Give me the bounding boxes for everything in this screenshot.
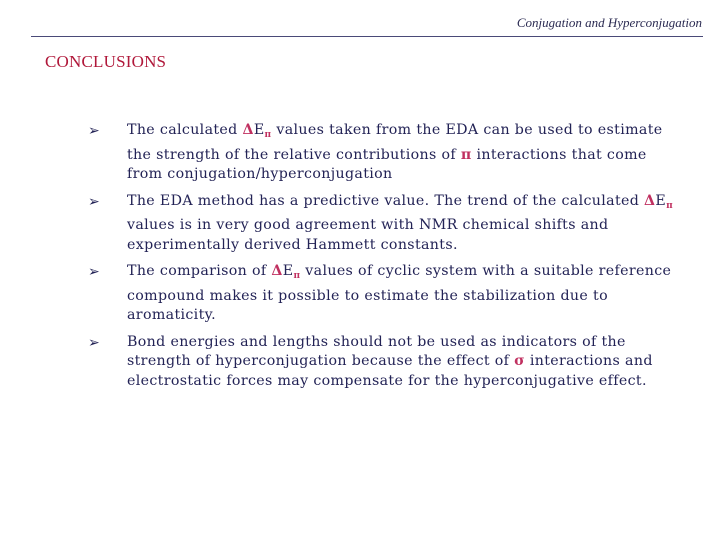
delta-symbol: Δ: [271, 263, 283, 279]
delta-symbol: Δ: [644, 192, 656, 209]
header-title: Conjugation and Hyperconjugation: [516, 15, 702, 30]
text-segment: values taken from the EDA can be used to estimate the strength of the relative contributions of: [127, 122, 663, 163]
pi-subscript: π: [293, 271, 301, 281]
bullet-text: [127, 263, 671, 323]
bullet-text: [127, 122, 663, 182]
text-segment: interactions and electrostatic forces may compensate for the hyperconjugative effect.: [127, 353, 653, 389]
bullet-text: [127, 334, 653, 389]
bullet-text: [127, 193, 673, 253]
pi-subscript: π: [264, 130, 272, 140]
text-segment: The comparison of: [127, 263, 272, 279]
text-segment: values of cyclic system with a suitable reference compound makes it possible to estimate the stabilization due to aromaticity.: [127, 263, 672, 323]
text-segment: values is in very good agreement with NMR chemical shifts and experimentally derived Hammett constants.: [127, 217, 609, 253]
sigma-symbol: σ: [514, 353, 525, 369]
arrow-bullet-icon: ➢: [88, 123, 101, 139]
text-segment: The calculated: [127, 122, 243, 138]
delta-symbol: Δ: [242, 122, 254, 138]
header-divider: [31, 36, 703, 37]
list-item: [0, 121, 720, 185]
text-segment: E: [655, 192, 667, 209]
text-segment: interactions that come from conjugation/hyperconjugation: [127, 146, 647, 182]
arrow-bullet-icon: ➢: [88, 264, 101, 280]
list-item: [0, 192, 720, 256]
arrow-bullet-icon: ➢: [88, 193, 101, 210]
text-segment: E: [282, 263, 294, 279]
pi-symbol: π: [460, 146, 472, 163]
conclusions-list: [0, 121, 720, 398]
pi-subscript: π: [666, 200, 674, 211]
list-item: [0, 262, 720, 326]
text-segment: Bond energies and lengths should not be used as indicators of the strength of hyperconjugation because the effect of: [127, 333, 626, 369]
list-item: [0, 333, 720, 392]
section-heading: CONCLUSIONS: [45, 52, 167, 71]
text-segment: E: [253, 122, 265, 138]
arrow-bullet-icon: ➢: [88, 334, 101, 351]
text-segment: The EDA method has a predictive value. The trend of the calculated: [127, 192, 645, 209]
